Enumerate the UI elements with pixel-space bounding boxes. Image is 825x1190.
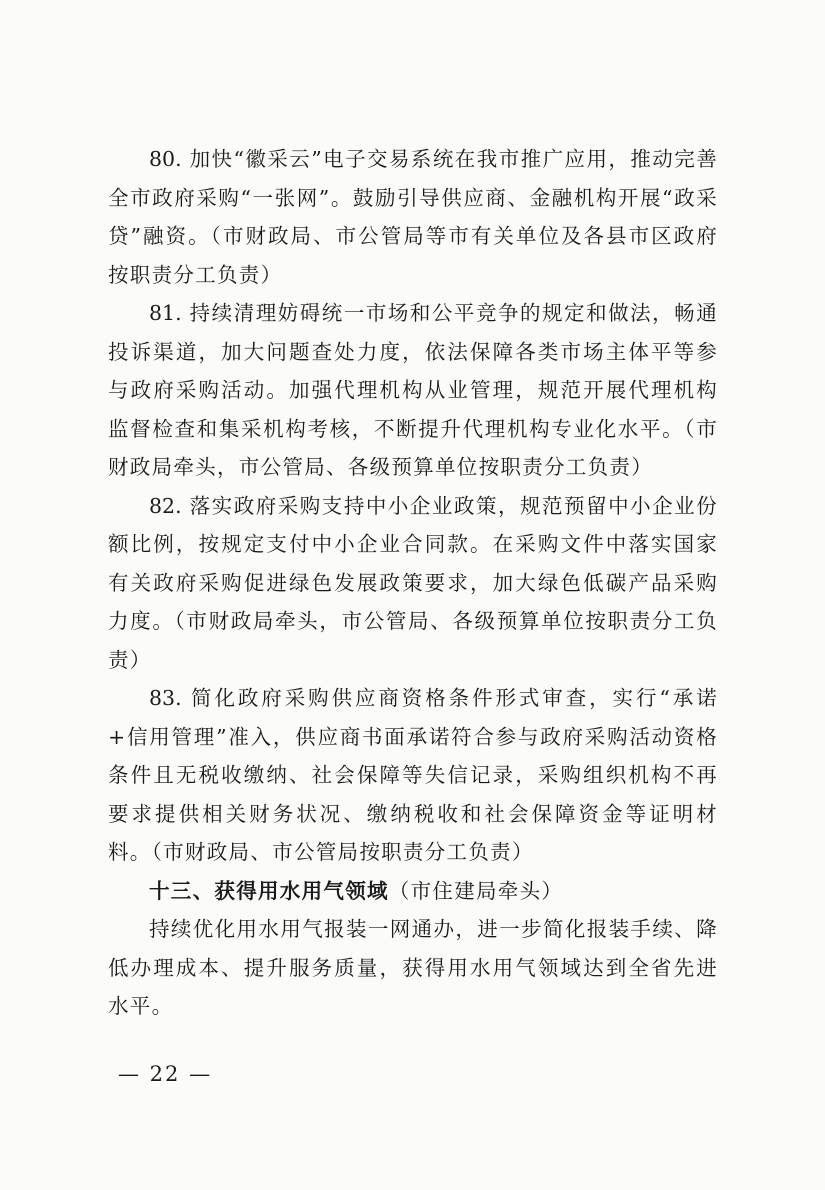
paragraph-text: 持续清理妨碍统一市场和公平竞争的规定和做法，畅通投诉渠道，加大问题查处力度，依法保障各类市场主体平等参与政府采购活动。加强代理机构从业管理，规范开展代理机构监督检查和集采机构考核，不断提升代理机构专业化水平。（市财政局牵头，市公管局、各级预算单位按职责分工负责） <box>108 301 718 479</box>
paragraph-82 <box>108 487 718 680</box>
paragraph-81 <box>108 294 718 487</box>
section-lead: （市住建局牵头） <box>388 878 564 903</box>
section-body: 持续优化用水用气报装一网通办，进一步简化报装手续、降低办理成本、提升服务质量，获得用水用气领域达到全省先进水平。 <box>108 917 718 1018</box>
paragraph-text: 加快“徽采云”电子交易系统在我市推广应用，推动完善全市政府采购“一张网”。鼓励引导供应商、金融机构开展“政采贷”融资。（市财政局、市公管局等市有关单位及各县市区政府按职责分工负责） <box>108 147 718 287</box>
paragraph-text: 简化政府采购供应商资格条件形式审查，实行“承诺+信用管理”准入，供应商书面承诺符合参与政府采购活动资格条件且无税收缴纳、社会保障等失信记录，采购组织机构不再要求提供相关财务状况、缴纳税收和社会保障资金等证明材料。（市财政局、市公管局按职责分工负责） <box>108 686 718 864</box>
page-number: — 22 — <box>118 1062 213 1086</box>
item-number: 83. <box>149 686 182 710</box>
paragraph-80 <box>108 140 718 294</box>
item-number: 81. <box>149 301 182 325</box>
item-number: 82. <box>149 493 182 518</box>
item-number: 80. <box>149 147 182 171</box>
body-text <box>108 140 718 1026</box>
section-title: 十三、获得用水用气领域 <box>149 878 389 903</box>
paragraph-text: 落实政府采购支持中小企业政策，规范预留中小企业份额比例，按规定支付中小企业合同款。在采购文件中落实国家有关政府采购促进绿色发展政策要求，加大绿色低碳产品采购力度。（市财政局牵头，市公管局、各级预算单位按职责分工负责） <box>108 493 718 672</box>
paragraph-83 <box>108 679 718 872</box>
section-heading <box>108 872 718 911</box>
